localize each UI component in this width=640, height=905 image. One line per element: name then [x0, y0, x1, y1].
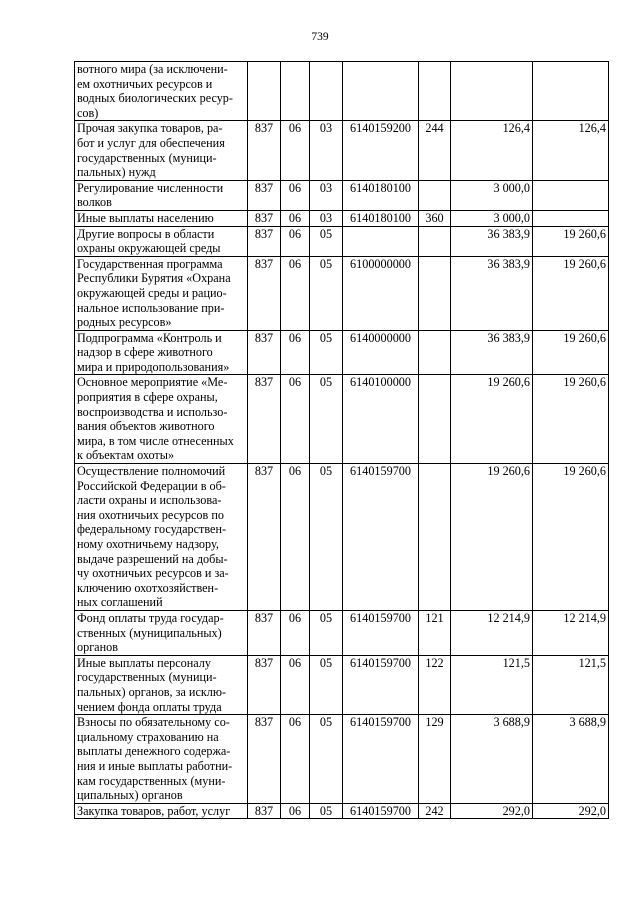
- expense-type-code-cell: 360: [419, 210, 451, 226]
- section-code-cell: 06: [281, 226, 310, 256]
- subsection-code-cell: 03: [310, 210, 343, 226]
- subsection-code-cell: 05: [310, 803, 343, 819]
- row-name-cell: Государственная программа Республики Бурятия «Охрана окружающей среды и рацио- нальное использование при- родных ресурсов»: [75, 256, 248, 330]
- target-article-code-cell: 6140159700: [343, 610, 419, 655]
- expense-type-code-cell: 129: [419, 715, 451, 804]
- amount-subvention-cell: [533, 62, 609, 121]
- section-code-cell: 06: [281, 655, 310, 714]
- amount-cell: 292,0: [451, 803, 533, 819]
- table-row: [75, 62, 609, 121]
- amount-cell: 3 000,0: [451, 180, 533, 210]
- amount-subvention-cell: 19 260,6: [533, 256, 609, 330]
- subsection-code-cell: 05: [310, 256, 343, 330]
- amount-cell: 19 260,6: [451, 464, 533, 611]
- subsection-code-cell: 05: [310, 375, 343, 464]
- ministry-code-cell: 837: [248, 610, 281, 655]
- ministry-code-cell: 837: [248, 375, 281, 464]
- amount-cell: 3 688,9: [451, 715, 533, 804]
- section-code-cell: 06: [281, 803, 310, 819]
- target-article-code-cell: [343, 226, 419, 256]
- target-article-code-cell: 6140180100: [343, 210, 419, 226]
- amount-subvention-cell: 19 260,6: [533, 375, 609, 464]
- row-name-cell: Взносы по обязательному со- циальному страхованию на выплаты денежного содержа- ния и иные выплаты работни- кам государственных (муни- ципальных) органов: [75, 715, 248, 804]
- ministry-code-cell: 837: [248, 330, 281, 375]
- amount-subvention-cell: [533, 180, 609, 210]
- table-row: [75, 803, 609, 819]
- expense-type-code-cell: 244: [419, 121, 451, 180]
- target-article-code-cell: 6140180100: [343, 180, 419, 210]
- row-name-cell: Регулирование численности волков: [75, 180, 248, 210]
- amount-subvention-cell: 19 260,6: [533, 330, 609, 375]
- row-name-cell: Прочая закупка товаров, ра- бот и услуг для обеспечения государственных (муници- пальных) нужд: [75, 121, 248, 180]
- section-code-cell: 06: [281, 715, 310, 804]
- row-name-cell: Фонд оплаты труда государ- ственных (муниципальных) органов: [75, 610, 248, 655]
- section-code-cell: 06: [281, 464, 310, 611]
- table-row: [75, 256, 609, 330]
- row-name-cell: Подпрограмма «Контроль и надзор в сфере животного мира и природопользования»: [75, 330, 248, 375]
- expense-type-code-cell: [419, 62, 451, 121]
- ministry-code-cell: 837: [248, 464, 281, 611]
- subsection-code-cell: 05: [310, 226, 343, 256]
- target-article-code-cell: [343, 62, 419, 121]
- table-row: [75, 715, 609, 804]
- amount-subvention-cell: 19 260,6: [533, 464, 609, 611]
- section-code-cell: 06: [281, 180, 310, 210]
- amount-subvention-cell: 126,4: [533, 121, 609, 180]
- amount-cell: 12 214,9: [451, 610, 533, 655]
- row-name-cell: Другие вопросы в области охраны окружающей среды: [75, 226, 248, 256]
- target-article-code-cell: 6140159700: [343, 803, 419, 819]
- ministry-code-cell: 837: [248, 803, 281, 819]
- table-row: [75, 330, 609, 375]
- ministry-code-cell: 837: [248, 180, 281, 210]
- budget-table: [74, 61, 609, 819]
- table-row: [75, 226, 609, 256]
- amount-subvention-cell: 292,0: [533, 803, 609, 819]
- amount-subvention-cell: 121,5: [533, 655, 609, 714]
- subsection-code-cell: 05: [310, 715, 343, 804]
- amount-cell: 19 260,6: [451, 375, 533, 464]
- ministry-code-cell: 837: [248, 210, 281, 226]
- amount-subvention-cell: [533, 210, 609, 226]
- amount-cell: 121,5: [451, 655, 533, 714]
- ministry-code-cell: 837: [248, 121, 281, 180]
- amount-cell: 3 000,0: [451, 210, 533, 226]
- target-article-code-cell: 6140159200: [343, 121, 419, 180]
- expense-type-code-cell: 242: [419, 803, 451, 819]
- table-row: [75, 464, 609, 611]
- subsection-code-cell: 03: [310, 121, 343, 180]
- budget-table-body: [75, 62, 609, 819]
- target-article-code-cell: 6100000000: [343, 256, 419, 330]
- amount-cell: 36 383,9: [451, 330, 533, 375]
- amount-cell: 126,4: [451, 121, 533, 180]
- expense-type-code-cell: 122: [419, 655, 451, 714]
- table-row: [75, 180, 609, 210]
- expense-type-code-cell: 121: [419, 610, 451, 655]
- row-name-cell: Иные выплаты населению: [75, 210, 248, 226]
- table-row: [75, 655, 609, 714]
- subsection-code-cell: 05: [310, 330, 343, 375]
- subsection-code-cell: 05: [310, 464, 343, 611]
- amount-cell: [451, 62, 533, 121]
- subsection-code-cell: 05: [310, 655, 343, 714]
- ministry-code-cell: 837: [248, 655, 281, 714]
- row-name-cell: Иные выплаты персоналу государственных (муници- пальных) органов, за исклю- чением фонда оплаты труда: [75, 655, 248, 714]
- section-code-cell: 06: [281, 375, 310, 464]
- expense-type-code-cell: [419, 180, 451, 210]
- row-name-cell: вотного мира (за исключени- ем охотничьих ресурсов и водных биологических ресур- сов): [75, 62, 248, 121]
- subsection-code-cell: 05: [310, 610, 343, 655]
- amount-subvention-cell: 19 260,6: [533, 226, 609, 256]
- amount-cell: 36 383,9: [451, 226, 533, 256]
- expense-type-code-cell: [419, 330, 451, 375]
- table-row: [75, 210, 609, 226]
- section-code-cell: 06: [281, 210, 310, 226]
- table-row: [75, 610, 609, 655]
- row-name-cell: Основное мероприятие «Ме- роприятия в сфере охраны, воспроизводства и использо- вания объектов животного мира, в том числе отнесенных к объектам охоты»: [75, 375, 248, 464]
- target-article-code-cell: 6140000000: [343, 330, 419, 375]
- target-article-code-cell: 6140159700: [343, 655, 419, 714]
- amount-subvention-cell: 3 688,9: [533, 715, 609, 804]
- row-name-cell: Закупка товаров, работ, услуг: [75, 803, 248, 819]
- table-row: [75, 121, 609, 180]
- subsection-code-cell: [310, 62, 343, 121]
- expense-type-code-cell: [419, 256, 451, 330]
- page-number: 739: [311, 31, 329, 43]
- section-code-cell: 06: [281, 610, 310, 655]
- expense-type-code-cell: [419, 375, 451, 464]
- expense-type-code-cell: [419, 464, 451, 611]
- section-code-cell: 06: [281, 121, 310, 180]
- ministry-code-cell: 837: [248, 715, 281, 804]
- table-row: [75, 375, 609, 464]
- target-article-code-cell: 6140100000: [343, 375, 419, 464]
- section-code-cell: [281, 62, 310, 121]
- ministry-code-cell: 837: [248, 256, 281, 330]
- section-code-cell: 06: [281, 330, 310, 375]
- target-article-code-cell: 6140159700: [343, 464, 419, 611]
- target-article-code-cell: 6140159700: [343, 715, 419, 804]
- amount-subvention-cell: 12 214,9: [533, 610, 609, 655]
- ministry-code-cell: 837: [248, 226, 281, 256]
- subsection-code-cell: 03: [310, 180, 343, 210]
- amount-cell: 36 383,9: [451, 256, 533, 330]
- row-name-cell: Осуществление полномочий Российской Федерации в об- ласти охраны и использова- ния охотничьих ресурсов по федеральному государствен- ному охотничьему надзору, выдаче разрешений на добы- чу охотничьих ресурсов и за- ключению охотхозяйствен- ных соглашений: [75, 464, 248, 611]
- ministry-code-cell: [248, 62, 281, 121]
- section-code-cell: 06: [281, 256, 310, 330]
- expense-type-code-cell: [419, 226, 451, 256]
